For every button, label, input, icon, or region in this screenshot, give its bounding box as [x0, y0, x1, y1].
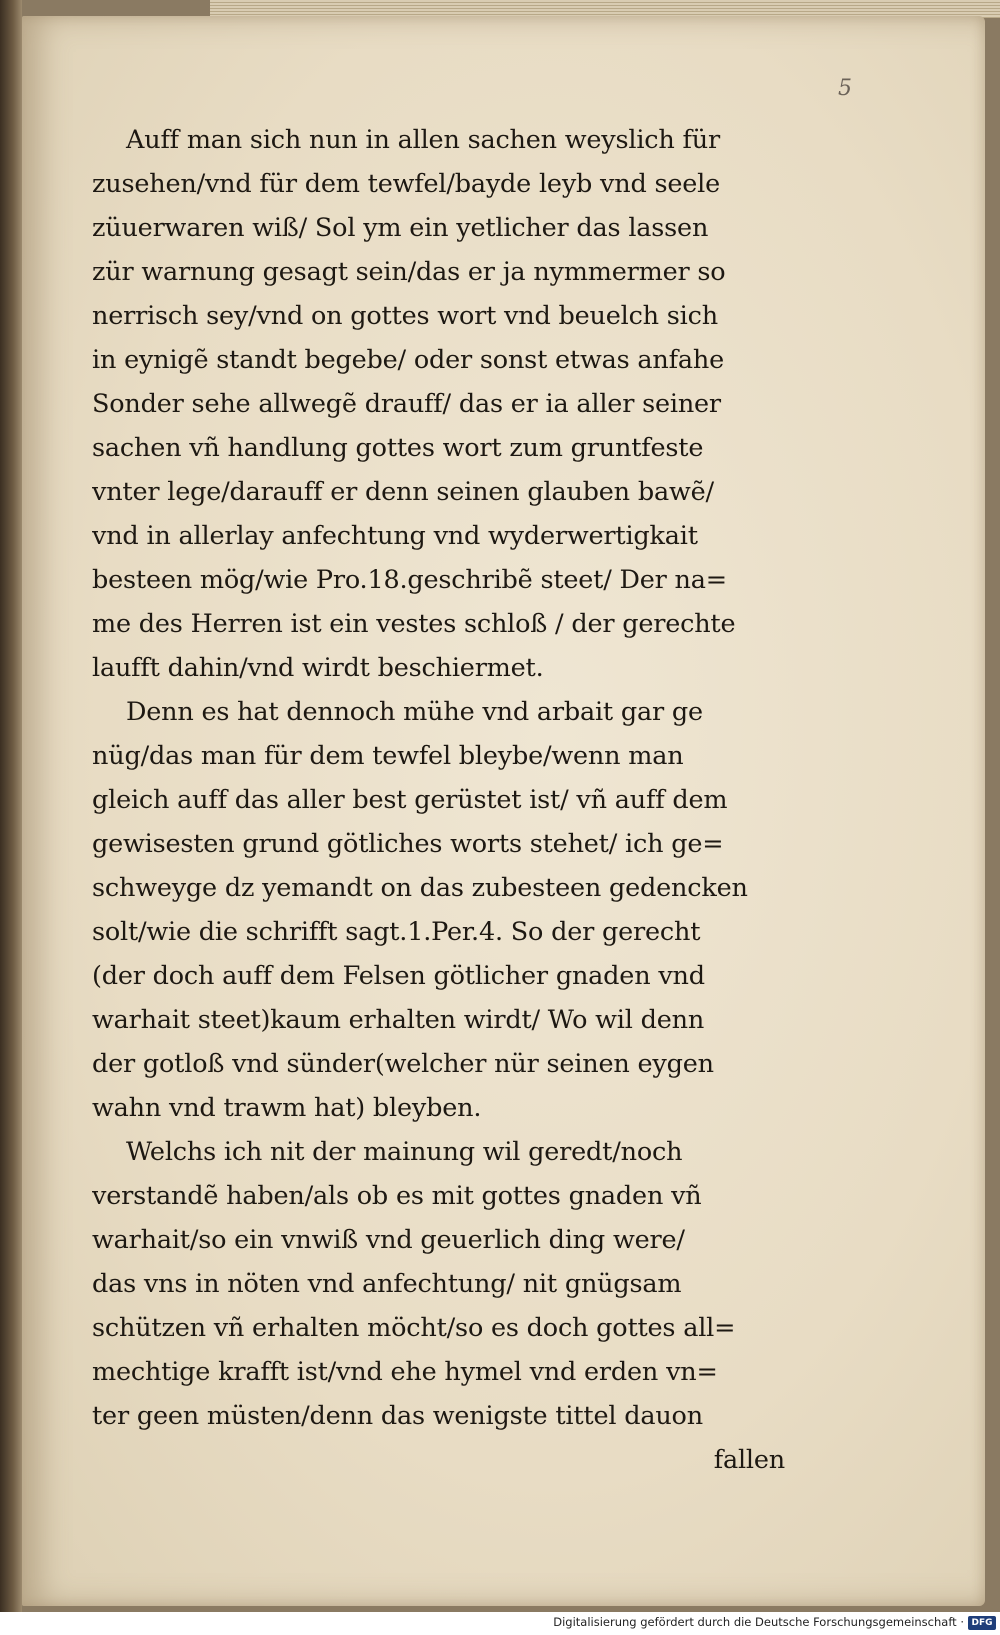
text-block [92, 118, 797, 1482]
text-line: warhait steet)kaum erhalten wirdt/ Wo wil denn [92, 1005, 705, 1035]
text-line: schweyge dz yemandt on das zubesteen gedencken [92, 873, 748, 903]
text-line: gleich auff das aller best gerüstet ist/ vñ auff dem [92, 785, 728, 815]
text-line: schützen vñ erhalten möcht/so es doch gottes all= [92, 1313, 736, 1343]
text-line: vnter lege/darauff er denn seinen glauben bawẽ/ [92, 477, 714, 507]
text-line: vnd in allerlay anfechtung vnd wyderwertigkait [92, 521, 698, 551]
text-line: nüg/das man für dem tewfel bleybe/wenn man [92, 741, 684, 771]
text-line: sachen vñ handlung gottes wort zum gruntfeste [92, 433, 704, 463]
text-line: solt/wie die schrifft sagt.1.Per.4. So der gerecht [92, 917, 701, 947]
text-line: in eynigẽ standt begebe/ oder sonst etwas anfahe [92, 345, 724, 375]
text-line: züuerwaren wiß/ Sol ym ein yetlicher das lassen [92, 213, 709, 243]
catchword: fallen [713, 1445, 785, 1475]
text-line: besteen mög/wie Pro.18.geschribẽ steet/ Der na= [92, 565, 727, 595]
footer-bar [0, 1612, 1000, 1635]
text-line: nerrisch sey/vnd on gottes wort vnd beuelch sich [92, 301, 718, 331]
folio-number: 5 [838, 76, 852, 101]
text-line: Auff man sich nun in allen sachen weyslich für [126, 125, 720, 155]
book-spine-edge [0, 0, 22, 1612]
text-line: (der doch auff dem Felsen götlicher gnaden vnd [92, 961, 705, 991]
text-line: der gotloß vnd sünder(welcher nür seinen eygen [92, 1049, 714, 1079]
text-line: Sonder sehe allwegẽ drauff/ das er ia aller seiner [92, 389, 721, 419]
text-line: Denn es hat dennoch mühe vnd arbait gar ge [126, 697, 703, 727]
text-line: gewisesten grund götliches worts stehet/ ich ge= [92, 829, 724, 859]
dfg-logo: DFG [968, 1616, 996, 1630]
text-line: ter geen müsten/denn das wenigste tittel dauon [92, 1401, 703, 1431]
text-line: laufft dahin/vnd wirdt beschiermet. [92, 653, 544, 683]
text-line: das vns in nöten vnd anfechtung/ nit gnügsam [92, 1269, 682, 1299]
text-line: Welchs ich nit der mainung wil geredt/noch [126, 1137, 683, 1167]
text-line: warhait/so ein vnwiß vnd geuerlich ding were/ [92, 1225, 685, 1255]
text-line: wahn vnd trawm hat) bleyben. [92, 1093, 482, 1123]
funding-credit: Digitalisierung gefördert durch die Deutsche Forschungsgemeinschaft · [553, 1615, 964, 1629]
text-line: verstandẽ haben/als ob es mit gottes gnaden vñ [92, 1181, 702, 1211]
text-line: mechtige krafft ist/vnd ehe hymel vnd erden vn= [92, 1357, 718, 1387]
text-line: zusehen/vnd für dem tewfel/bayde leyb vnd seele [92, 169, 721, 199]
text-line: me des Herren ist ein vestes schloß / der gerechte [92, 609, 736, 639]
text-line: zür warnung gesagt sein/das er ja nymmermer so [92, 257, 726, 287]
